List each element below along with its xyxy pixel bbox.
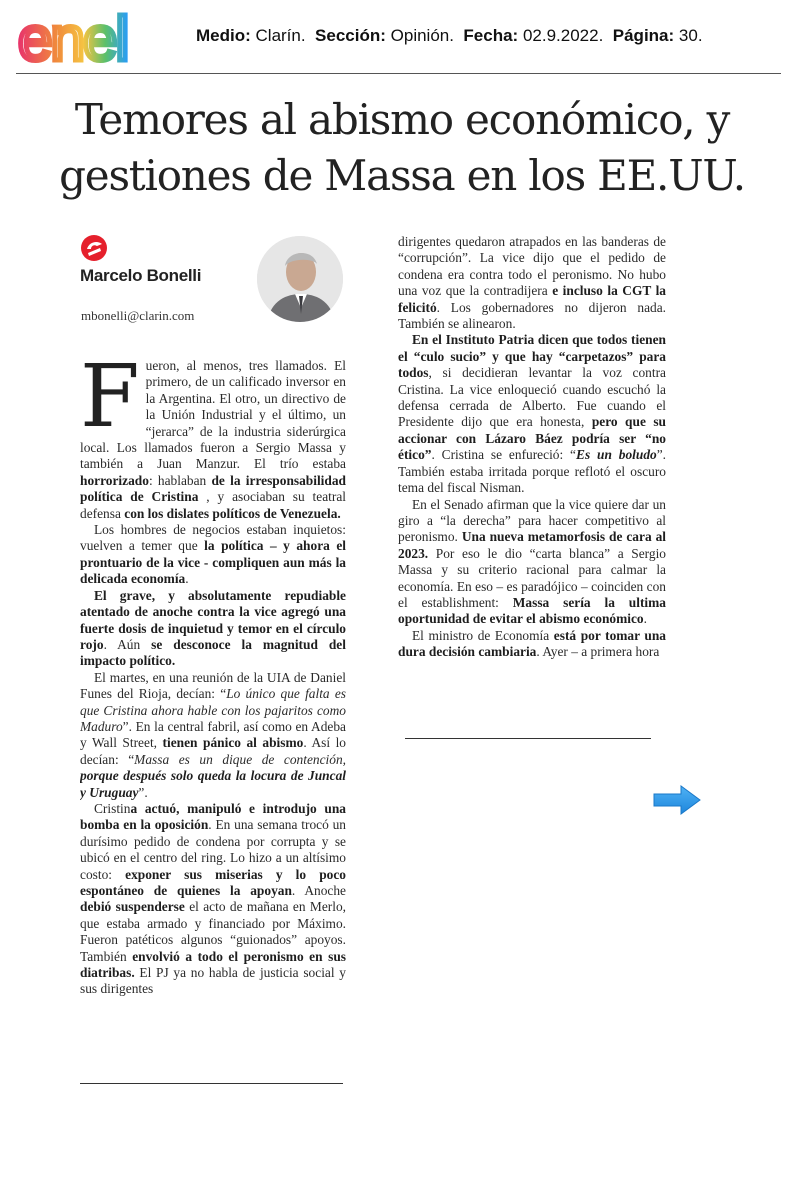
text-run: El grave, y absolutamente repudiable atentado de anoche contra la vice agregó una fuerte dosis de inquietud y temor en el círculo rojo <box>80 587 346 652</box>
text-run: a actuó, manipuló e introdujo una bomba en la oposición <box>80 800 346 833</box>
enel-logo-text: enel <box>18 8 128 68</box>
text-run: Por eso le dio “carta blanca” a Sergio Massa y su criterio racional para calmar la economía. En eso – es paradójico – coinciden con el establishment: <box>398 545 666 610</box>
text-run: con los dislates políticos de Venezuela. <box>124 505 341 521</box>
column-2-divider <box>405 738 651 739</box>
text-run: ”. <box>138 784 148 800</box>
text-run: debió suspenderse <box>80 899 185 915</box>
text-run: envolvió a todo el peronismo en sus diatribas. <box>80 948 346 981</box>
article-paragraph <box>398 332 666 496</box>
author-portrait-icon <box>257 236 343 322</box>
enel-logo <box>16 8 172 68</box>
text-run: Massa es un dique de contención, <box>134 751 346 767</box>
text-run: Cristin <box>94 800 131 816</box>
medio-label: Medio: <box>196 26 251 45</box>
clarin-logo-icon <box>80 234 108 262</box>
text-run: . Los gobernadores no dijeron nada. También se alinearon. <box>398 299 666 332</box>
headline-line-2: gestiones de Massa en los EE.UU. <box>59 151 745 200</box>
text-run: . Cristina se enfureció: “ <box>431 447 577 463</box>
headline-line-1: Temores al abismo económico, y <box>74 95 730 144</box>
text-run: pero que su accionar con Lázaro Báez podría ser “no ético” <box>398 414 666 463</box>
text-run: Una nueva metamorfosis de cara al 2023. <box>398 529 666 561</box>
column-1-divider <box>80 1083 343 1084</box>
seccion-label: Sección: <box>315 26 386 45</box>
author-name: Marcelo Bonelli <box>80 266 202 285</box>
text-run: El ministro de Economía <box>412 627 554 643</box>
text-run: porque después solo queda la locura de Juncal y Uruguay <box>80 768 346 800</box>
text-run: la política – y ahora el prontuario de la vice - compliquen aun más la delicada economía <box>80 538 346 587</box>
text-run: El martes, en una reunión de la UIA de Daniel Funes del Rioja, decían: “ <box>80 669 346 702</box>
article-paragraph <box>80 588 346 670</box>
text-run: En el Senado afirman que la vice quiere dar un giro a “la derecha” para hacer competitivo al peronismo. <box>398 496 666 545</box>
article-column-2 <box>398 234 666 706</box>
text-run: Los hombres de negocios estaban inquietos: vuelven a temer que <box>80 522 346 554</box>
seccion-value: Opinión. <box>390 26 454 45</box>
author-photo <box>257 236 343 322</box>
text-run: e incluso la CGT la felicitó <box>398 283 666 315</box>
pagina-value: 30. <box>678 26 703 45</box>
text-run: . <box>643 611 647 627</box>
author-email: mbonelli@clarin.com <box>81 308 195 323</box>
article-paragraph <box>398 497 666 628</box>
article-paragraph <box>80 522 346 588</box>
text-run: se desconoce la magnitud del impacto político. <box>80 636 346 669</box>
text-run: . Aún <box>103 636 152 652</box>
medio-value: Clarín. <box>255 26 306 45</box>
pagina-label: Página: <box>612 26 675 45</box>
header-divider <box>16 73 781 74</box>
article-paragraph <box>80 358 346 522</box>
text-run: En el Instituto Patria dicen que todos tienen el “culo sucio” y que hay “carpetazos” para todos <box>398 332 666 381</box>
text-run: : hablaban <box>148 472 212 488</box>
text-run: ueron, al menos, tres llamados. El primero, de un calificado inversor en la Argentina. El otro, un directivo de la Unión Industrial y el último, un “jerarca” de la industria siderúrgica local. Los llamados fueron a Sergio Massa y también a Juan Manzur. El trío estaba <box>80 358 346 472</box>
text-run: Es un boludo <box>576 447 657 463</box>
article-paragraph <box>398 628 666 661</box>
article-paragraph <box>80 670 346 801</box>
text-run: . Ayer – a primera hora <box>536 644 660 660</box>
fecha-value: 02.9.2022. <box>522 26 604 45</box>
text-run: . Anoche <box>291 883 346 898</box>
text-run: . En una semana trocó un durísimo pedido de condena por corrupta y se ubicó en el centro del ring. Lo hizo a un altísimo costo: <box>80 817 346 882</box>
article-paragraph <box>398 234 666 332</box>
article-paragraph <box>80 801 346 998</box>
text-run: horrorizado <box>80 472 149 488</box>
text-run: Massa sería la ultima oportunidad de evitar el abismo económico <box>398 594 666 627</box>
text-run: dirigentes quedaron atrapados en las banderas de “corrupción”. La vice dijo que el pedido de condena era contra todo el peronismo. No hubo una voz que la contradijera <box>398 234 666 299</box>
text-run: de la irresponsabilidad política de Cristina <box>80 472 346 505</box>
arrow-right-icon[interactable] <box>651 783 703 817</box>
text-run: ”. En la central fabril, así como en Adeba y Wall Street, <box>80 718 346 751</box>
text-run: , y asociaban su teatral defensa <box>80 489 346 521</box>
text-run: tienen pánico al abismo <box>162 735 304 751</box>
text-run: exponer sus miserias y lo poco espontáneo de quienes la apoyan <box>80 866 346 898</box>
text-run: . <box>185 571 189 587</box>
text-run: el acto de mañana en Merlo, que estaba armado y financiado por Máximo. Fueron patéticos algunos “guionados” apoyos. También <box>80 899 346 964</box>
headline <box>22 92 782 204</box>
text-run: . Así lo decían: “ <box>80 735 346 767</box>
drop-cap: F <box>80 358 140 447</box>
text-run: está por tomar una dura decisión cambiaria <box>398 627 666 660</box>
text-run: , si decidieran levantar la voz contra Cristina. La vice enloqueció cuando escuchó la defensa cerrada de Alberto. Fue cuando el Presidente dijo que era honesta, <box>398 365 666 430</box>
header-meta <box>196 26 703 46</box>
text-run: ”. También estaba irritada porque reflotó el oscuro tema del fiscal Nisman. <box>398 447 666 496</box>
fecha-label: Fecha: <box>463 26 519 45</box>
article-column-1 <box>80 358 346 1058</box>
text-run: Lo único que falta es que Cristina ahora hable con los pajaritos como Maduro <box>80 686 346 734</box>
text-run: El PJ ya no habla de justicia social y sus dirigentes <box>80 965 346 997</box>
